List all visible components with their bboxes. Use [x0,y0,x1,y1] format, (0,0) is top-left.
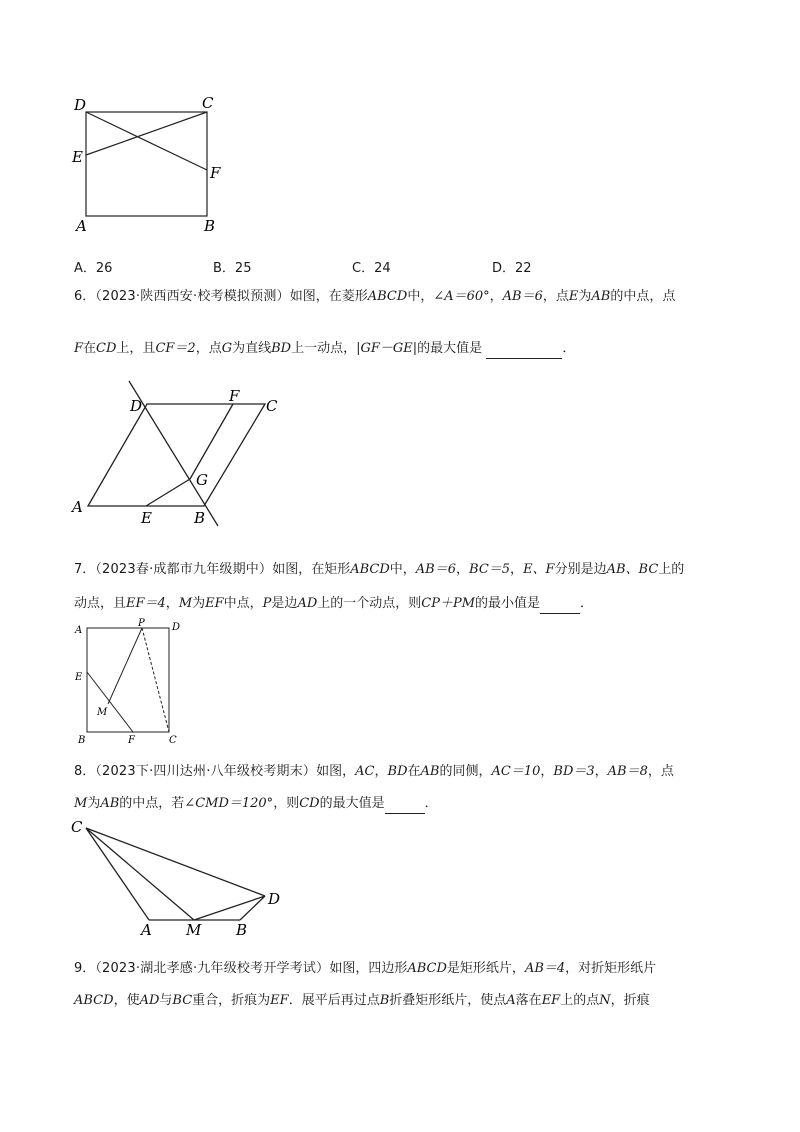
q7-label-c: C [169,735,177,746]
q5-option-c[interactable]: C．24 [352,261,391,276]
q6-label-d: D [130,397,143,415]
q6-label-g: G [196,471,208,489]
q8-source: （2023下·四川达州·八年级校考期末） [95,764,317,779]
q8-number: 8． [74,764,96,779]
q7-label-d: D [172,622,181,633]
q7-source: （2023春·成都市九年级期中） [95,562,273,577]
q7-label-p: P [138,618,145,629]
q5-label-b: B [204,217,216,235]
q9-source: （2023·湖北孝感·九年级校考开学考试） [95,961,330,976]
q7-number: 7． [74,562,96,577]
q5-label-e: E [72,148,83,166]
q9-line1: 9．（2023·湖北孝感·九年级校考开学考试）如图，四边形ABCD是矩形纸片，AB＝4，对折矩形纸片 [74,961,657,976]
q5-label-d: D [74,96,87,114]
q5-label-f: F [210,164,221,182]
q7-label-e: E [75,672,83,683]
q9-line2: ABCD，使AD与BC重合，折痕为EF．展平后再过点B折叠矩形纸片，使点A落在EF上的点N，折痕 [74,993,650,1008]
q8-label-d: D [268,890,281,908]
q6-line1: 6．（2023·陕西西安·校考模拟预测）如图，在菱形ABCD中，∠A＝60°，AB＝6，点E为AB的中点，点 [74,289,676,304]
q7-label-f: F [128,735,135,746]
q7-label-m: M [97,707,108,718]
q6-number: 6． [74,289,96,304]
q5-label-a: A [76,217,87,235]
q5-option-d[interactable]: D．22 [492,261,532,276]
q6-source: （2023·陕西西安·校考模拟预测） [95,289,290,304]
q6-label-f: F [229,387,240,405]
q7-label-b: B [78,735,86,746]
q8-label-b: B [236,921,248,939]
q8-segment-cd [86,828,265,896]
q6-label-b: B [194,509,206,527]
q8-label-a: A [141,921,152,939]
q5-label-c: C [202,94,214,112]
q8-label-c: C [71,818,83,836]
q7-line2: 动点，且EF＝4，M为EF中点，P是边AD上的一个动点，则CP＋PM的最小值是 ． [74,595,593,614]
q7-line1: 7．（2023春·成都市九年级期中）如图，在矩形ABCD中，AB＝6，BC＝5，E、F分别是边AB、BC上的 [74,562,685,577]
q6-label-e: E [141,509,152,527]
q6-line2: F在CD上，且CF＝2，点G为直线BD上一动点，|GF－GE|的最大值是 ． [74,340,575,359]
q7-label-a: A [75,625,83,636]
q8-label-m: M [186,921,202,939]
q6-label-a: A [72,498,83,516]
q8-line2: M为AB的中点，若∠CMD＝120°，则CD的最大值是 ． [74,795,438,814]
q8-segment-md [194,896,265,920]
q8-line1: 8．（2023下·四川达州·八年级校考期末）如图，AC，BD在AB的同侧，AC＝10，BD＝3，AB＝8，点 [74,764,674,779]
q9-number: 9． [74,961,96,976]
q5-option-a[interactable]: A．26 [74,261,113,276]
q6-label-c: C [266,397,278,415]
q5-option-b[interactable]: B．25 [213,261,252,276]
